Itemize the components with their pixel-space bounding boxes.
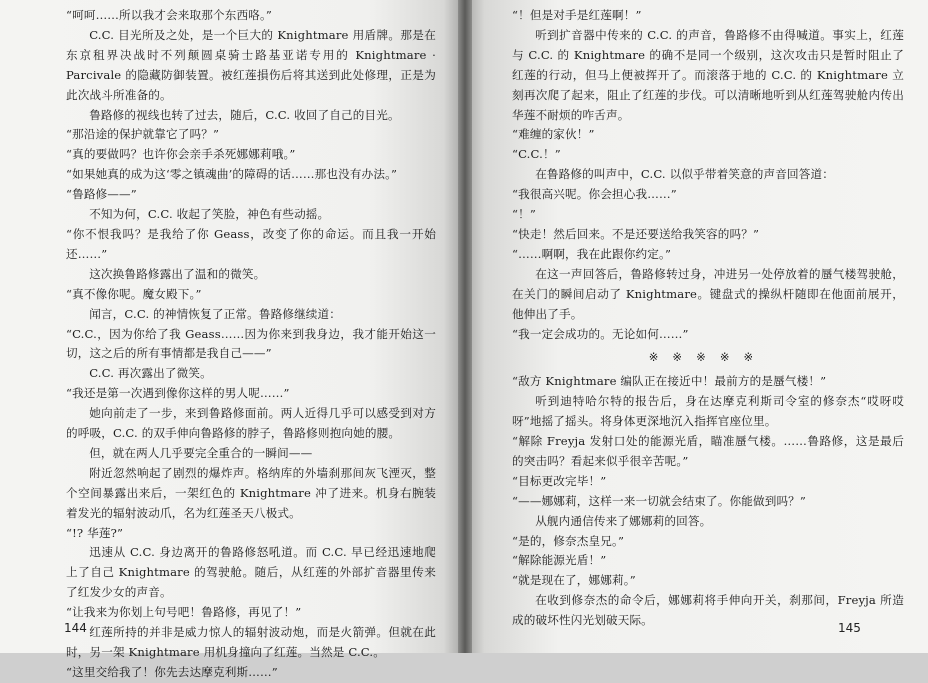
- paragraph: “C.C.，因为你给了我 Geass……因为你来到我身边，我才能开始这一切，这之后的所有事情都是我自己——”: [66, 326, 436, 361]
- paragraph: “敌方 Knightmare 编队正在接近中！最前方的是蜃气楼！”: [512, 374, 827, 389]
- paragraph: 这次换鲁路修露出了温和的微笑。: [89, 266, 266, 281]
- paragraph: 她向前走了一步，来到鲁路修面前。两人近得几乎可以感受到对方的呼吸，C.C. 的双手伸向鲁路修的脖子，鲁路修则抱向她的腰。: [66, 406, 436, 441]
- paragraph: “快走！然后回来。不是还要送给我笑容的吗？”: [512, 226, 760, 241]
- paragraph: 红莲所持的并非是威力惊人的辐射波动炮，而是火箭弹。但就在此时，另一架 Knightmare 用机身撞向了红莲。当然是 C.C.。: [66, 625, 436, 659]
- paragraph: C.C. 目光所及之处，是一个巨大的 Knightmare 用盾牌。那是在东京租界决战时不列颠圆桌骑士路基亚诺专用的 Knightmare · Parcivale 的隐藏防御装置。被红莲損伤后将其送到此处修理，正是为此次战斗所准备的。: [66, 27, 436, 102]
- paragraph: “你不恨我吗？是我给了你 Geass，改变了你的命运。而且我一开始还……”: [66, 226, 436, 261]
- paragraph: “解除能源光盾！”: [512, 553, 607, 568]
- paragraph: 不知为何，C.C. 收起了笑脸，神色有些动摇。: [89, 207, 330, 222]
- paragraph: 听到迪特哈尔特的报告后，身在达摩克利斯司令室的修奈杰“哎呀哎呀”地摇了摇头。将身体更深地沉入指挥官座位里。: [512, 394, 904, 429]
- left-page: [0, 0, 462, 679]
- paragraph: 但，就在两人几乎要完全重合的一瞬间——: [89, 445, 313, 460]
- paragraph: “我还是第一次遇到像你这样的男人呢……”: [66, 386, 290, 401]
- paragraph: “那沿途的保护就靠它了吗？”: [66, 127, 220, 142]
- paragraph: 迅速从 C.C. 身边离开的鲁路修怒吼道。而 C.C. 早已经迅速地爬上了自己 Knightmare 的驾驶舱。随后，从红莲的外部扩音器里传来了红发少女的声音。: [66, 545, 436, 600]
- paragraph: 在这一声回答后，鲁路修转过身，冲进另一处停放着的蜃气楼驾驶舱，在关门的瞬间启动了 Knightmare。键盘式的操纵杆随即在他面前展开，他伸出了手。: [512, 266, 904, 321]
- paragraph: “解除 Freyja 发射口处的能源光盾，瞄准蜃气楼。……鲁路修，这是最后的突击吗？看起来似乎很辛苦呢。”: [512, 434, 904, 468]
- paragraph: 鲁路修的视线也转了过去，随后，C.C. 收回了自己的目光。: [89, 107, 400, 122]
- paragraph: “呵呵……所以我才会来取那个东西咯。”: [66, 8, 272, 22]
- paragraph: “就是现在了，娜娜莉。”: [512, 573, 636, 588]
- page-number: 144: [64, 621, 87, 635]
- paragraph: “我很高兴呢。你会担心我……”: [512, 187, 677, 202]
- paragraph: “鲁路修——”: [66, 187, 137, 202]
- paragraph: “C.C.！”: [512, 147, 561, 162]
- paragraph: “这里交给我了！你先去达摩克利斯……”: [66, 664, 278, 679]
- right-page: [466, 0, 928, 653]
- paragraph: “！”: [512, 207, 536, 222]
- paragraph: “……啊啊，我在此跟你约定。”: [512, 246, 672, 261]
- paragraph: C.C. 再次露出了微笑。: [89, 366, 212, 381]
- paragraph: “我一定会成功的。无论如何……”: [512, 326, 689, 341]
- paragraph: 在鲁路修的叫声中，C.C. 以似乎带着笑意的声音回答道：: [535, 167, 835, 182]
- paragraph: 听到扩音器中传来的 C.C. 的声音，鲁路修不由得喊道。事实上，红莲与 C.C. 的 Knightmare 的确不是同一个级别，这次攻击只是暂时阻止了红莲的行动，但马上便被挥开了。而滚落于地的 C.C. 的 Knightmare 立刻再次爬了起来，阻止了红莲的步伐。可以清晰地听到从红莲驾驶舱内传出华莲不耐烦的咋舌声。: [512, 27, 904, 122]
- paragraph: “——娜娜莉，这样一来一切就会结束了。你能做到吗？”: [512, 493, 807, 508]
- book-gutter: [458, 0, 472, 653]
- paragraph: “真不像你呢。魔女殿下。”: [66, 286, 202, 301]
- paragraph: 附近忽然响起了剧烈的爆炸声。格纳库的外墙刹那间灰飞湮灭，整个空间暴露出来后，一架红色的 Knightmare 冲了进来。机身右腕装着发光的辐射波动爪，名为红莲圣天八极式。: [66, 465, 436, 520]
- section-separator: ※※※※※: [648, 350, 768, 365]
- right-page-text: [512, 6, 904, 631]
- paragraph: 在收到修奈杰的命令后，娜娜莉将手伸向开关，刹那间，Freyja 所造成的破坏性闪光划破天际。: [512, 593, 904, 628]
- paragraph: “真的要做吗？也许你会亲手杀死娜娜莉哦。”: [66, 147, 296, 162]
- paragraph: “是的，修奈杰皇兄。”: [512, 533, 625, 548]
- left-page-text: [66, 6, 436, 683]
- paragraph: “！但是对手是红莲啊！”: [512, 8, 642, 22]
- paragraph: 从舰内通信传来了娜娜莉的回答。: [535, 513, 712, 528]
- paragraph: “如果她真的成为这‘零之镇魂曲’的障碍的话……那也没有办法。”: [66, 167, 398, 182]
- paragraph: “!? 华莲?”: [66, 525, 124, 540]
- paragraph: 闻言，C.C. 的神情恢复了正常。鲁路修继续道：: [89, 306, 342, 321]
- page-number: 145: [838, 621, 861, 635]
- paragraph: “难缠的家伙！”: [512, 127, 595, 142]
- paragraph: “目标更改完毕！”: [512, 473, 607, 488]
- paragraph: “让我来为你划上句号吧！鲁路修，再见了！”: [66, 605, 302, 620]
